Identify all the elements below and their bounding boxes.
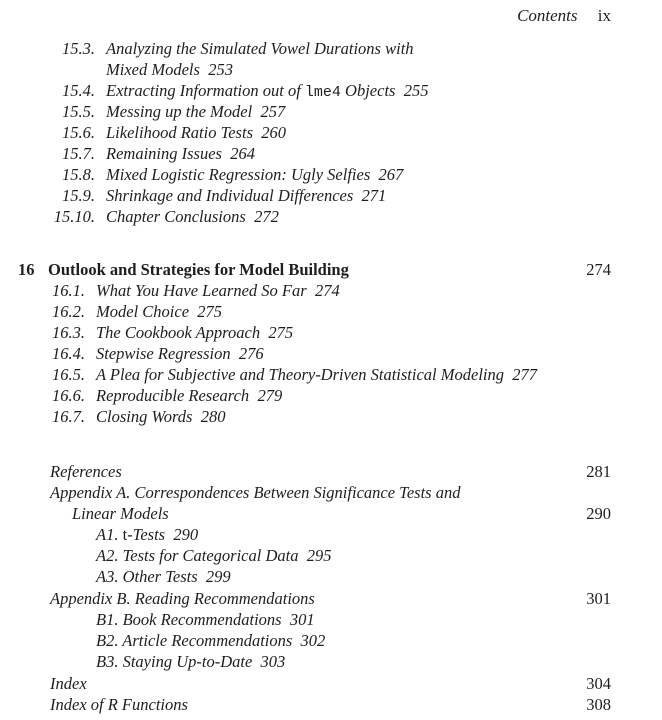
section-number: 15.8. bbox=[62, 165, 95, 184]
running-header-title: Contents bbox=[517, 6, 578, 25]
appendix-a-title: Appendix A. Correspondences Between Significance Tests and bbox=[50, 483, 461, 502]
item-number: A2. bbox=[96, 546, 119, 565]
title-text: Reproducible Research bbox=[96, 386, 250, 405]
item-number: B1. bbox=[96, 610, 119, 629]
toc-index[interactable] bbox=[50, 673, 87, 694]
toc-index-r-functions[interactable] bbox=[50, 694, 188, 715]
section-page: 264 bbox=[230, 144, 255, 163]
appendix-b-title: Appendix B. Reading Recommendations bbox=[50, 589, 315, 608]
title-text: Objects bbox=[340, 81, 396, 100]
section-page: 275 bbox=[268, 323, 294, 342]
toc-appendix-a[interactable] bbox=[50, 482, 460, 503]
title-text: A Plea for Subjective and Theory-Driven Statistical Modeling bbox=[96, 365, 504, 384]
chapter-title: Outlook and Strategies for Model Building bbox=[48, 260, 349, 279]
section-title bbox=[106, 143, 255, 164]
item-title: Article Recommendations bbox=[118, 631, 293, 650]
running-header bbox=[517, 5, 611, 27]
section-title bbox=[96, 343, 264, 364]
section-page: 255 bbox=[403, 81, 429, 100]
section-page: 277 bbox=[512, 365, 537, 384]
section-page: 272 bbox=[254, 207, 279, 226]
item-title: Other Tests bbox=[118, 567, 198, 586]
item-page: 303 bbox=[260, 652, 286, 671]
item-title: -Tests bbox=[127, 525, 166, 544]
appendix-b-page: 301 bbox=[586, 589, 611, 608]
section-number: 15.4. bbox=[62, 81, 95, 100]
item-title: Staying Up-to-Date bbox=[118, 652, 253, 671]
section-page: 276 bbox=[238, 344, 264, 363]
appendix-a-page: 290 bbox=[586, 504, 611, 523]
title-text: Remaining Issues bbox=[106, 144, 222, 163]
chapter-page: 274 bbox=[586, 260, 611, 279]
section-number: 15.5. bbox=[62, 102, 95, 121]
index-page: 304 bbox=[586, 674, 611, 693]
title-text: Shrinkage and Individual Differences bbox=[106, 186, 354, 205]
section-number: 16.6. bbox=[52, 386, 85, 405]
section-page: 260 bbox=[261, 123, 286, 142]
title-text: Likelihood Ratio Tests bbox=[106, 123, 253, 142]
title-text: Closing Words bbox=[96, 407, 193, 426]
item-title: Tests for Categorical Data bbox=[118, 546, 299, 565]
section-number: 16.2. bbox=[52, 302, 85, 321]
item-page: 290 bbox=[173, 525, 199, 544]
item-title: Book Recommendations bbox=[118, 610, 282, 629]
section-title bbox=[96, 406, 225, 427]
section-title: Analyzing the Simulated Vowel Durations with bbox=[106, 39, 414, 58]
section-page: 253 bbox=[208, 60, 233, 79]
item-page: 299 bbox=[205, 567, 231, 586]
toc-appendix-b3[interactable] bbox=[96, 651, 285, 672]
title-text: Model Choice bbox=[96, 302, 190, 321]
section-title bbox=[106, 80, 428, 103]
item-number: A3. bbox=[96, 567, 119, 586]
section-number: 16.3. bbox=[52, 323, 85, 342]
section-title bbox=[106, 122, 286, 143]
toc-appendix-b2[interactable] bbox=[96, 630, 325, 651]
section-number: 15.3. bbox=[62, 39, 95, 58]
section-title bbox=[96, 364, 537, 385]
section-page: 275 bbox=[197, 302, 223, 321]
section-page: 274 bbox=[314, 281, 340, 300]
section-number: 16.7. bbox=[52, 407, 85, 426]
section-title bbox=[106, 185, 386, 206]
section-title bbox=[96, 322, 293, 343]
page-number: ix bbox=[597, 6, 611, 25]
title-text: Stepwise Regression bbox=[96, 344, 231, 363]
section-number: 16.1. bbox=[52, 281, 85, 300]
toc-appendix-a1[interactable] bbox=[96, 524, 198, 545]
section-page: 279 bbox=[257, 386, 283, 405]
item-page: 295 bbox=[306, 546, 332, 565]
item-page: 302 bbox=[300, 631, 326, 650]
roman-t: t bbox=[118, 525, 128, 544]
title-text: What You Have Learned So Far bbox=[96, 281, 307, 300]
item-number: A1. bbox=[96, 525, 119, 544]
section-number: 15.6. bbox=[62, 123, 95, 142]
title-text: Mixed Logistic Regression: Ugly Selfies bbox=[106, 165, 371, 184]
item-number: B2. bbox=[96, 631, 119, 650]
title-text: Chapter Conclusions bbox=[106, 207, 246, 226]
section-number: 15.7. bbox=[62, 144, 95, 163]
index-title: Index bbox=[50, 674, 87, 693]
references-page: 281 bbox=[586, 462, 611, 481]
section-title bbox=[106, 101, 285, 122]
section-title bbox=[106, 206, 279, 227]
item-page: 301 bbox=[289, 610, 315, 629]
section-title-cont: Mixed Models bbox=[106, 60, 200, 79]
section-title bbox=[96, 301, 222, 322]
toc-chapter-16[interactable] bbox=[18, 259, 349, 280]
code-lme4: lme4 bbox=[304, 84, 341, 101]
toc-entry-15-3-cont[interactable] bbox=[106, 59, 233, 80]
section-page: 257 bbox=[260, 102, 286, 121]
index-r-page: 308 bbox=[586, 695, 611, 714]
toc-appendix-a2[interactable] bbox=[96, 545, 331, 566]
section-page: 267 bbox=[378, 165, 404, 184]
section-number: 16.5. bbox=[52, 365, 85, 384]
section-number: 15.9. bbox=[62, 186, 95, 205]
references-title: References bbox=[50, 462, 122, 481]
title-text: The Cookbook Approach bbox=[96, 323, 261, 342]
title-text: Messing up the Model bbox=[106, 102, 253, 121]
toc-references[interactable] bbox=[50, 461, 122, 482]
toc-appendix-b[interactable] bbox=[50, 588, 315, 609]
section-title bbox=[96, 385, 282, 406]
section-number: 16.4. bbox=[52, 344, 85, 363]
section-page: 280 bbox=[200, 407, 226, 426]
index-r-title: Index of R Functions bbox=[50, 695, 188, 714]
toc-appendix-b1[interactable] bbox=[96, 609, 315, 630]
section-title bbox=[96, 280, 340, 301]
title-text: Extracting Information out of bbox=[106, 81, 305, 100]
toc-appendix-a-cont[interactable] bbox=[72, 503, 169, 524]
appendix-a-title-cont: Linear Models bbox=[72, 504, 169, 523]
section-number: 15.10. bbox=[53, 207, 95, 226]
toc-appendix-a3[interactable] bbox=[96, 566, 231, 587]
item-number: B3. bbox=[96, 652, 119, 671]
chapter-number: 16 bbox=[18, 260, 35, 279]
section-title bbox=[106, 164, 403, 185]
section-page: 271 bbox=[361, 186, 387, 205]
